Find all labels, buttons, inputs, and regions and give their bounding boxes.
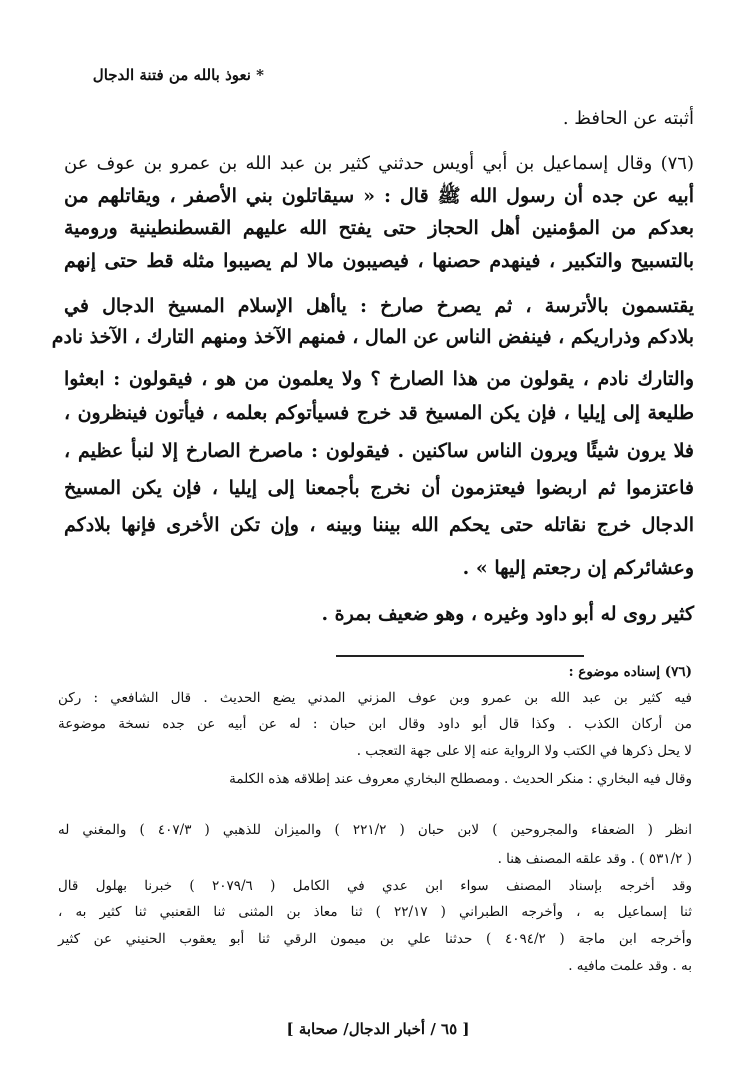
footnote-line: وأخرجه ابن ماجة ( ٤٠٩٤/٢ ) حدثنا علي بن ميمون الرقي ثنا أبو يعقوب الحنيني عن كثير <box>58 931 692 947</box>
footnote-heading: (٧٦) إسناده موضوع : <box>568 664 692 680</box>
text-line: بعدكم من المؤمنين أهل الحجاز حتى يفتح الله عليهم القسطنطينية ورومية <box>64 217 694 239</box>
text-line: فاعتزموا ثم اربضوا فيعتزمون أن نخرج بأجمعنا إلى إيليا ، فإن يكن المسيخ <box>64 477 694 499</box>
text-line: طليعة إلى إيليا ، فإن يكن المسيخ قد خرج فسيأتوكم بعلمه ، فيأتون فينظرون ، <box>64 402 694 424</box>
running-header: * نعوذ بالله من فتنة الدجال <box>92 66 264 84</box>
text-line: والتارك نادم ، يقولون من هذا الصارخ ؟ ولا يعلمون من هو ، فيقولون : ابعثوا <box>64 368 694 390</box>
footnote-line: وقال فيه البخاري : منكر الحديث . ومصطلح البخاري معروف عند إطلاقه هذه الكلمة <box>229 771 692 787</box>
text-line: كثير روى له أبو داود وغيره ، وهو ضعيف بمرة . <box>321 603 694 625</box>
text-line: بلادكم وذراريكم ، فينفض الناس عن المال ، فمنهم الآخذ ومنهم التارك ، الآخذ نادم <box>51 326 694 348</box>
text-line: (٧٦) وقال إسماعيل بن أبي أويس حدثني كثير بن عبد الله بن عمرو بن عوف عن <box>64 153 694 174</box>
footnote-separator <box>336 655 584 657</box>
footnote-line: انظر ( الضعفاء والمجروحين ) لابن حبان ( ٢٢١/٢ ) والميزان للذهبي ( ٤٠٧/٣ ) والمغني له <box>58 822 693 838</box>
text-line: الدجال خرج نقاتله حتى يحكم الله بيننا وبينه ، وإن تكن الأخرى فإنها بلادكم <box>64 514 694 536</box>
footnote-line: من أركان الكذب . وكذا قال أبو داود وقال ابن حبان : له عن أبيه عن جده نسخة موضوعة <box>58 716 692 732</box>
footnote-line: ( ٥٣١/٢ ) . وقد علقه المصنف هنا . <box>497 851 692 867</box>
footnote-line: ثنا إسماعيل به ، وأخرجه الطبراني ( ٢٢/١٧ ) ثنا معاذ بن المثنى ثنا القعنبي ثنا كثير به ، <box>58 904 692 920</box>
page-footer: [ ٦٥ / أخبار الدجال/ صحابة ] <box>286 1020 470 1038</box>
text-line: أبيه عن جده أن رسول الله ﷺ قال : « سيقاتلون بني الأصفر ، ويقاتلهم من <box>64 185 694 207</box>
footnote-line: لا يحل ذكرها في الكتب ولا الرواية عنه إلا على جهة التعجب . <box>356 743 692 759</box>
footnote-line: به . وقد علمت مافيه . <box>568 958 692 974</box>
text-line: فلا يرون شيئًا ويرون الناس ساكنين . فيقولون : ماصرخ الصارخ إلا لنبأ عظيم ، <box>64 440 694 462</box>
text-line: بالتسبيح والتكبير ، فينهدم حصنها ، فيصيبون مالا لم يصيبوا مثله قط حتى إنهم <box>64 250 694 272</box>
text-line: يقتسمون بالأترسة ، ثم يصرخ صارخ : ياأهل الإسلام المسيخ الدجال في <box>64 295 694 317</box>
footnote-line: فيه كثير بن عبد الله بن عمرو وبن عوف المزني المدني يضع الحديث . قال الشافعي : ركن <box>58 690 692 706</box>
text-line: وعشائركم إن رجعتم إليها » . <box>462 557 694 579</box>
footnote-line: وقد أخرجه بإسناد المصنف سواء ابن عدي في الكامل ( ٢٠٧٩/٦ ) خبرنا بهلول قال <box>58 878 692 894</box>
text-line: أثبته عن الحافظ . <box>562 108 694 129</box>
